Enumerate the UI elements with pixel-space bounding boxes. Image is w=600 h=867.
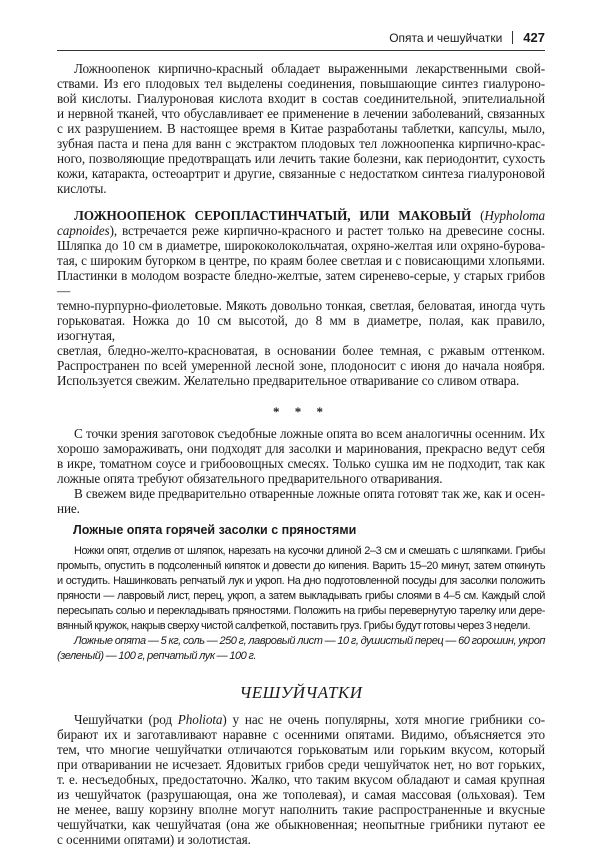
running-header <box>57 30 545 51</box>
text-segment: ) у нас не очень популярны, хотя многие грибники со- <box>222 712 545 727</box>
recipe-title: Ложные опята горячей засолки с пряностями <box>73 523 357 537</box>
text-line: кислоты. <box>57 181 107 196</box>
text-line: с осенними опятами) и золотистая. <box>57 832 251 847</box>
text-line: кожи, катаракта, остеоартрит и другие, связанные с недостатком синтеза гиалуроновой <box>57 166 545 181</box>
text-line: Распространен по всей умеренной лесной зоне, плодоносит с июня до начала ноября. <box>57 358 545 373</box>
text-line: Ножки опят, отделив от шляпок, нарезать на кусочки длиной 2–3 см и смешать с шляпками. Грибы <box>74 545 545 557</box>
text-line: и нервной тканей, что обуславливает ее применение в лечении заболеваний, связанных <box>57 106 545 121</box>
text-line: не менее, вашу корзину вполне могут наполнить такие распространенные и вкусные <box>57 802 545 817</box>
text-line: (зеленый) — 100 г, репчатый лук — 100 г. <box>57 650 257 662</box>
text-line: ложные опята требуют обязательного предварительного отваривания. <box>57 471 443 486</box>
text-line <box>57 208 545 223</box>
text-segment: ( <box>480 208 485 223</box>
paragraph-preserving <box>57 426 545 486</box>
section-title: ЧЕШУЙЧАТКИ <box>239 683 363 702</box>
text-line: ние. <box>57 501 80 516</box>
text-segment: Чешуйчатки (род <box>74 712 178 727</box>
text-line: и остудить. Нашинковать репчатый лук и укроп. На дно подготовленной посуды для засолки положить <box>57 575 545 587</box>
text-segment: capnoides <box>57 223 110 238</box>
text-line: пряности — лавровый лист, перец, укроп, а затем выкладывать грибы слоями в 4–5 см. Каждый слой <box>57 590 545 602</box>
text-segment: ), встречается реже кирпично-красного и растет только на древесине сосны. <box>109 223 545 238</box>
text-line: т. е. несъедобных, предостаточно. Жалко, что таким вкусом обладают и самая крупная <box>57 772 545 787</box>
text-line: пересыпать солью и перекладывать пряностями. Положить на грибы перевернутую тарелку или дере- <box>57 605 545 617</box>
text-line <box>57 712 545 727</box>
text-line: вой кислоты. Гиалуроновая кислота входит в состав соединительной, эпителиальной <box>57 91 545 106</box>
text-line: при отваривании не исчезает. Ядовитых грибов среди чешуйчаток нет, но вот горьких, <box>57 757 545 772</box>
text-line: бирают их и заготавливают наравне с осенними опятами. Видимо, объясняется это <box>57 727 545 742</box>
paragraph-pholiota <box>57 712 545 847</box>
header-divider <box>512 31 513 44</box>
text-line: Пластинки в молодом возрасте бледно-желтые, затем сиренево-серые, у старых грибов — <box>57 268 545 298</box>
text-line: Ложные опята — 5 кг, соль — 250 г, лавровый лист — 10 г, душистый перец — 60 горошин, укроп <box>74 635 545 647</box>
text-line: Шляпка до 10 см в диаметре, ширококолокольчатая, охряно-желтая или охряно-бурова- <box>57 238 545 253</box>
recipe-ingredients <box>57 634 545 664</box>
text-segment: Hypholoma <box>484 208 545 223</box>
text-line: ствами. Из его плодовых тел выделены соединения, повышающие синтез гиалуроно- <box>57 76 545 91</box>
text-line: тая, с широким бугорком в центре, по краям более светлая и с повисающими хлопьями. <box>57 253 545 268</box>
text-segment: Pholiota <box>177 712 223 727</box>
running-title: Опята и чешуйчатки <box>389 31 503 45</box>
text-line: темно-пурпурно-фиолетовые. Мякоть довольно тонкая, светлая, беловатая, иногда чуть <box>57 298 545 313</box>
text-line: В свежем виде предварительно отваренные ложные опята готовят так же, как и осен- <box>74 486 545 501</box>
text-line: Используется свежим. Желательно предварительное отваривание со сливом отвара. <box>57 373 520 388</box>
text-line: зубная паста и пена для ванн с экстрактом плодовых тел ложноопенка кирпично-крас- <box>57 136 545 151</box>
text-line: из чешуйчаток (разрушающая, она же тополевая), и самая массовая (ольховая). Тем <box>57 787 545 802</box>
text-line: ного, позволяющие предотвращать или лечить такие болезни, как периодонтит, сухость <box>57 151 545 166</box>
paragraph-medicinal <box>57 61 545 196</box>
text-line: тем, что многие чешуйчатки отличаются горьковатым или горьким вкусом, который <box>57 742 545 757</box>
recipe-body <box>57 544 545 634</box>
text-line: хорошо замораживать, они подходят для засолки и маринования, прекрасно ведут себя <box>57 441 545 456</box>
text-line: светлая, бледно-желто-красноватая, в основании более темная, с ржавым оттенком. <box>57 343 545 358</box>
text-line: чешуйчатки, как чешуйчатая (она же обыкновенная; неопытные грибники путают ее <box>57 817 545 832</box>
section-separator: * * * <box>273 404 329 419</box>
text-line: с их разрушением. В настоящее время в Китае разработаны таблетки, капсулы, мыло, <box>57 121 545 136</box>
text-line: С точки зрения заготовок съедобные ложные опята во всем аналогичны осенним. Их <box>74 426 545 441</box>
page-number: 427 <box>523 30 545 45</box>
text-line: вянный кружок, накрыв сверху чистой салфеткой, поставить груз. Грибы будут готовы через 3 недели. <box>57 620 531 632</box>
paragraph-fresh <box>57 486 545 516</box>
text-segment: ЛОЖНООПЕНОК СЕРОПЛАСТИНЧАТЫЙ, ИЛИ МАКОВЫЙ <box>74 208 481 223</box>
text-line <box>57 223 545 238</box>
text-line: Ложноопенок кирпично-красный обладает выраженными лекарственными свой- <box>74 61 545 76</box>
text-line: в икре, томатном соусе и грибоовощных смесях. Только сушка им не подходит, так как <box>57 456 545 471</box>
text-line: промыть, опустить в подсоленный кипяток и довести до кипения. Варить 15–20 минут, затем откинуть <box>57 560 545 572</box>
text-line: горьковатая. Ножка до 10 см высотой, до 8 мм в диаметре, полая, как правило, изогнутая, <box>57 313 545 343</box>
paragraph-hypholoma-capnoides <box>57 208 545 388</box>
